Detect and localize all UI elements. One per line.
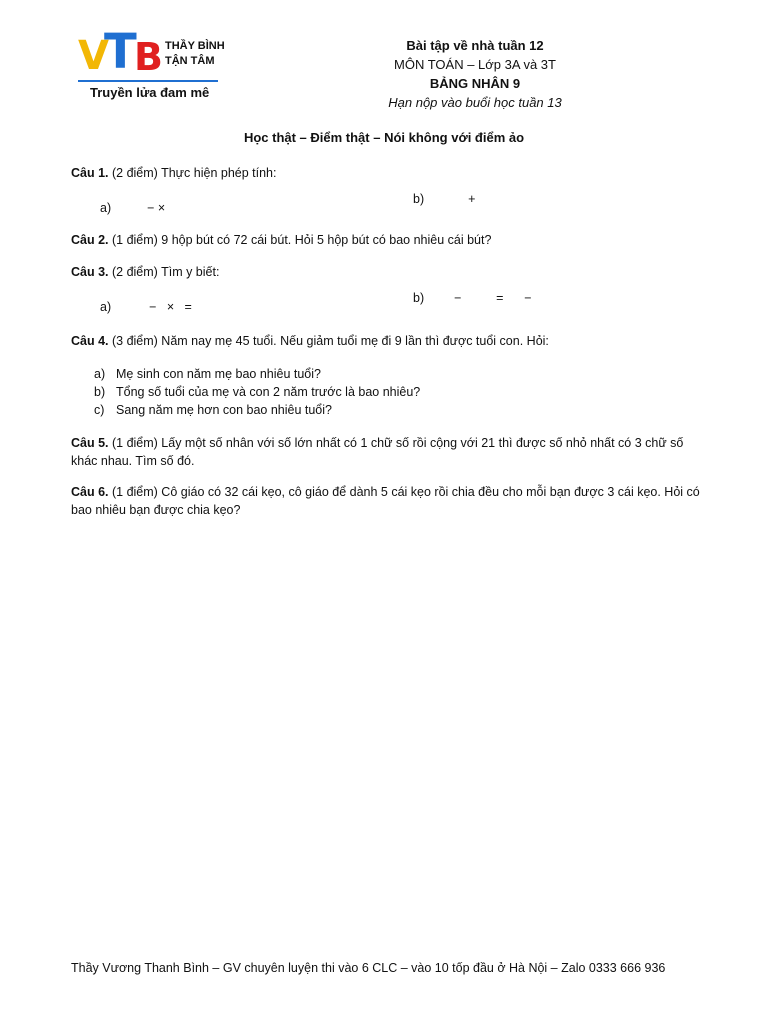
question-label: Câu 5. bbox=[71, 436, 109, 450]
question-3-part-a bbox=[100, 298, 320, 316]
math-expression: − × bbox=[147, 201, 166, 215]
item-text: Tổng số tuổi của mẹ và con 2 năm trước là bao nhiêu? bbox=[116, 385, 421, 399]
question-text: (1 điểm) Lấy một số nhân với số lớn nhất có 1 chữ số rồi cộng với 21 thì được số nhỏ nhất có 3 chữ số khác nhau. Tìm số đó. bbox=[71, 436, 684, 468]
question-text: (2 điểm) Thực hiện phép tính: bbox=[108, 166, 277, 180]
question-4-item-a bbox=[94, 365, 734, 383]
question-text: (3 điểm) Năm nay mẹ 45 tuổi. Nếu giảm tuổi mẹ đi 9 lần thì được tuổi con. Hỏi: bbox=[108, 334, 549, 348]
part-label: b) bbox=[413, 192, 425, 206]
question-label: Câu 1. bbox=[71, 166, 109, 180]
part-label: a) bbox=[100, 300, 112, 314]
topic-title: BẢNG NHÂN 9 bbox=[429, 76, 521, 91]
part-label: a) bbox=[100, 201, 112, 215]
math-expression: + bbox=[468, 192, 476, 206]
subject-line: MÔN TOÁN – Lớp 3A và 3T bbox=[394, 57, 556, 72]
question-label: Câu 3. bbox=[71, 265, 109, 279]
question-5 bbox=[71, 434, 711, 470]
assignment-title: Bài tập về nhà tuần 12 bbox=[406, 38, 544, 53]
logo-letter-b: B bbox=[134, 35, 163, 79]
question-2 bbox=[71, 231, 711, 249]
logo-underline bbox=[78, 80, 218, 82]
math-expression: − = − bbox=[454, 291, 532, 305]
question-3-part-b bbox=[413, 289, 633, 307]
logo-letter-t: T bbox=[104, 24, 137, 80]
slogan: Truyền lửa đam mê bbox=[90, 85, 210, 100]
logo bbox=[78, 26, 168, 78]
question-text: (1 điểm) Cô giáo có 32 cái kẹo, cô giáo để dành 5 cái kẹo rồi chia đều cho mỗi bạn được 3 cái kẹo. Hỏi có bao nhiêu bạn được chia kẹo? bbox=[71, 485, 700, 517]
deadline-note: Hạn nộp vào buổi học tuần 13 bbox=[388, 95, 562, 110]
question-1 bbox=[71, 164, 711, 182]
question-6 bbox=[71, 483, 711, 519]
question-4-item-c bbox=[94, 401, 734, 419]
motto: Học thật – Điểm thật – Nói không với điểm ảo bbox=[243, 130, 525, 145]
question-text: (2 điểm) Tìm y biết: bbox=[108, 265, 220, 279]
question-4-item-b bbox=[94, 383, 734, 401]
item-label: b) bbox=[94, 385, 106, 399]
math-expression: − × = bbox=[149, 300, 192, 314]
question-3 bbox=[71, 263, 711, 281]
question-1-part-a bbox=[100, 199, 300, 217]
question-label: Câu 4. bbox=[71, 334, 109, 348]
item-label: c) bbox=[94, 403, 105, 417]
question-1-part-b bbox=[413, 190, 613, 208]
question-4 bbox=[71, 332, 711, 350]
brand-line-2: TẬN TÂM bbox=[165, 55, 215, 67]
item-text: Mẹ sinh con năm mẹ bao nhiêu tuổi? bbox=[116, 367, 321, 381]
logo-letter-v: V bbox=[78, 33, 109, 79]
question-text: (1 điểm) 9 hộp bút có 72 cái bút. Hỏi 5 hộp bút có bao nhiêu cái bút? bbox=[108, 233, 492, 247]
question-label: Câu 2. bbox=[71, 233, 109, 247]
item-label: a) bbox=[94, 367, 106, 381]
brand-line-1: THẦY BÌNH bbox=[165, 40, 225, 52]
brand-name bbox=[165, 39, 225, 69]
question-label: Câu 6. bbox=[71, 485, 109, 499]
part-label: b) bbox=[413, 291, 425, 305]
item-text: Sang năm mẹ hơn con bao nhiêu tuổi? bbox=[116, 403, 332, 417]
page-footer: Thầy Vương Thanh Bình – GV chuyên luyện thi vào 6 CLC – vào 10 tốp đầu ở Hà Nội – Zalo 0333 666 936 bbox=[71, 961, 666, 975]
